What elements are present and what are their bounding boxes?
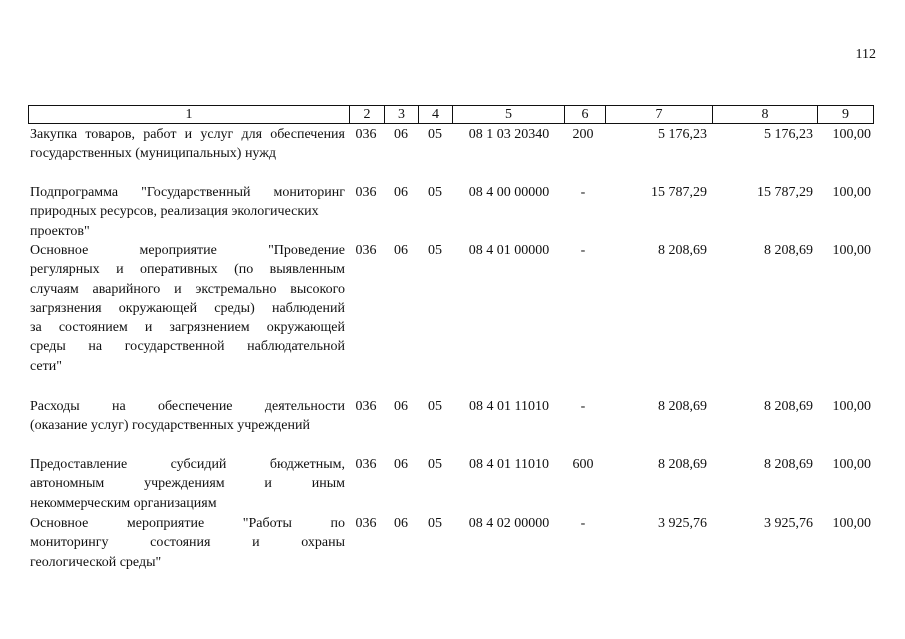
- description-line: Основное мероприятие "Работы по: [30, 516, 345, 531]
- description-line: геологической среды": [30, 554, 162, 570]
- description-line: регулярных и оперативных (по выявленным: [30, 262, 345, 278]
- cell-approved-amount: 15 787,29: [651, 185, 707, 200]
- header-col-2: 2: [350, 106, 385, 123]
- cell-section: 06: [394, 243, 408, 258]
- cell-admin-code: 036: [355, 243, 377, 258]
- cell-approved-amount: 8 208,69: [658, 243, 707, 258]
- cell-section: 06: [394, 516, 408, 531]
- header-col-3: 3: [385, 106, 419, 123]
- cell-admin-code: 036: [355, 399, 377, 414]
- description-line: мониторингу состояния и охраны: [30, 535, 345, 551]
- cell-subsection: 05: [428, 516, 442, 531]
- description-line: проектов": [30, 223, 90, 239]
- cell-percent: 100,00: [832, 127, 871, 142]
- cell-section: 06: [394, 127, 408, 142]
- cell-percent: 100,00: [832, 185, 871, 200]
- description-line: загрязнения окружающей среды) наблюдений: [30, 300, 345, 316]
- cell-target-article: 08 4 02 00000: [468, 516, 550, 531]
- cell-executed-amount: 8 208,69: [764, 399, 813, 414]
- cell-approved-amount: 8 208,69: [658, 457, 707, 472]
- cell-target-article: 08 1 03 20340: [468, 127, 550, 142]
- row-description: [30, 125, 345, 164]
- header-col-5: 5: [453, 106, 565, 123]
- cell-percent: 100,00: [832, 243, 871, 258]
- description-line: случаям аварийного и экстремально высокого: [30, 281, 345, 297]
- cell-subsection: 05: [428, 457, 442, 472]
- cell-expense-type: -: [580, 185, 586, 200]
- cell-percent: 100,00: [832, 399, 871, 414]
- cell-admin-code: 036: [355, 516, 377, 531]
- cell-target-article: 08 4 01 11010: [469, 399, 549, 414]
- description-line: среды на государственной наблюдательной: [30, 339, 345, 355]
- cell-target-article: 08 4 01 00000: [468, 243, 550, 258]
- cell-target-article: 08 4 01 11010: [469, 457, 549, 472]
- cell-percent: 100,00: [832, 516, 871, 531]
- description-line: сети": [30, 358, 62, 374]
- cell-executed-amount: 8 208,69: [764, 457, 813, 472]
- description-line: государственных (муниципальных) нужд: [30, 146, 277, 162]
- header-col-9: 9: [842, 107, 849, 122]
- header-col-4: 4: [419, 106, 453, 123]
- cell-expense-type: -: [580, 516, 586, 531]
- description-line: некоммерческим организациям: [30, 495, 217, 511]
- description-line: Закупка товаров, работ и услуг для обеспечения: [30, 127, 345, 142]
- cell-subsection: 05: [428, 127, 442, 142]
- page-number: 112: [855, 47, 876, 62]
- row-description: [30, 397, 345, 436]
- cell-percent: 100,00: [832, 457, 871, 472]
- cell-section: 06: [394, 457, 408, 472]
- table-header: [28, 105, 874, 124]
- cell-target-article: 08 4 00 00000: [468, 185, 550, 200]
- cell-section: 06: [394, 399, 408, 414]
- cell-expense-type: 200: [572, 127, 594, 142]
- cell-executed-amount: 15 787,29: [757, 185, 813, 200]
- cell-subsection: 05: [428, 243, 442, 258]
- cell-section: 06: [394, 185, 408, 200]
- header-col-8: 8: [713, 106, 818, 123]
- row-description: [30, 241, 345, 376]
- header-col-6: 6: [565, 106, 606, 123]
- row-description: [30, 183, 345, 241]
- description-line: Основное мероприятие "Проведение: [30, 243, 345, 258]
- description-line: автономным учреждениям и иным: [30, 476, 345, 492]
- cell-approved-amount: 8 208,69: [658, 399, 707, 414]
- cell-expense-type: -: [580, 243, 586, 258]
- cell-subsection: 05: [428, 399, 442, 414]
- row-description: [30, 514, 345, 572]
- cell-admin-code: 036: [355, 457, 377, 472]
- cell-approved-amount: 3 925,76: [658, 516, 707, 531]
- cell-executed-amount: 3 925,76: [764, 516, 813, 531]
- description-line: за состоянием и загрязнением окружающей: [30, 320, 345, 336]
- header-col-7: 7: [606, 106, 713, 123]
- cell-admin-code: 036: [355, 127, 377, 142]
- description-line: Предоставление субсидий бюджетным,: [30, 457, 345, 472]
- description-line: Подпрограмма "Государственный мониторинг: [30, 185, 345, 200]
- description-line: Расходы на обеспечение деятельности: [30, 399, 345, 414]
- cell-executed-amount: 5 176,23: [764, 127, 813, 142]
- cell-executed-amount: 8 208,69: [764, 243, 813, 258]
- cell-subsection: 05: [428, 185, 442, 200]
- description-line: (оказание услуг) государственных учреждений: [30, 418, 310, 434]
- cell-approved-amount: 5 176,23: [658, 127, 707, 142]
- row-description: [30, 455, 345, 513]
- header-col-1: 1: [29, 106, 350, 123]
- cell-expense-type: 600: [572, 457, 594, 472]
- cell-expense-type: -: [580, 399, 586, 414]
- cell-admin-code: 036: [355, 185, 377, 200]
- description-line: природных ресурсов, реализация экологических: [30, 204, 319, 220]
